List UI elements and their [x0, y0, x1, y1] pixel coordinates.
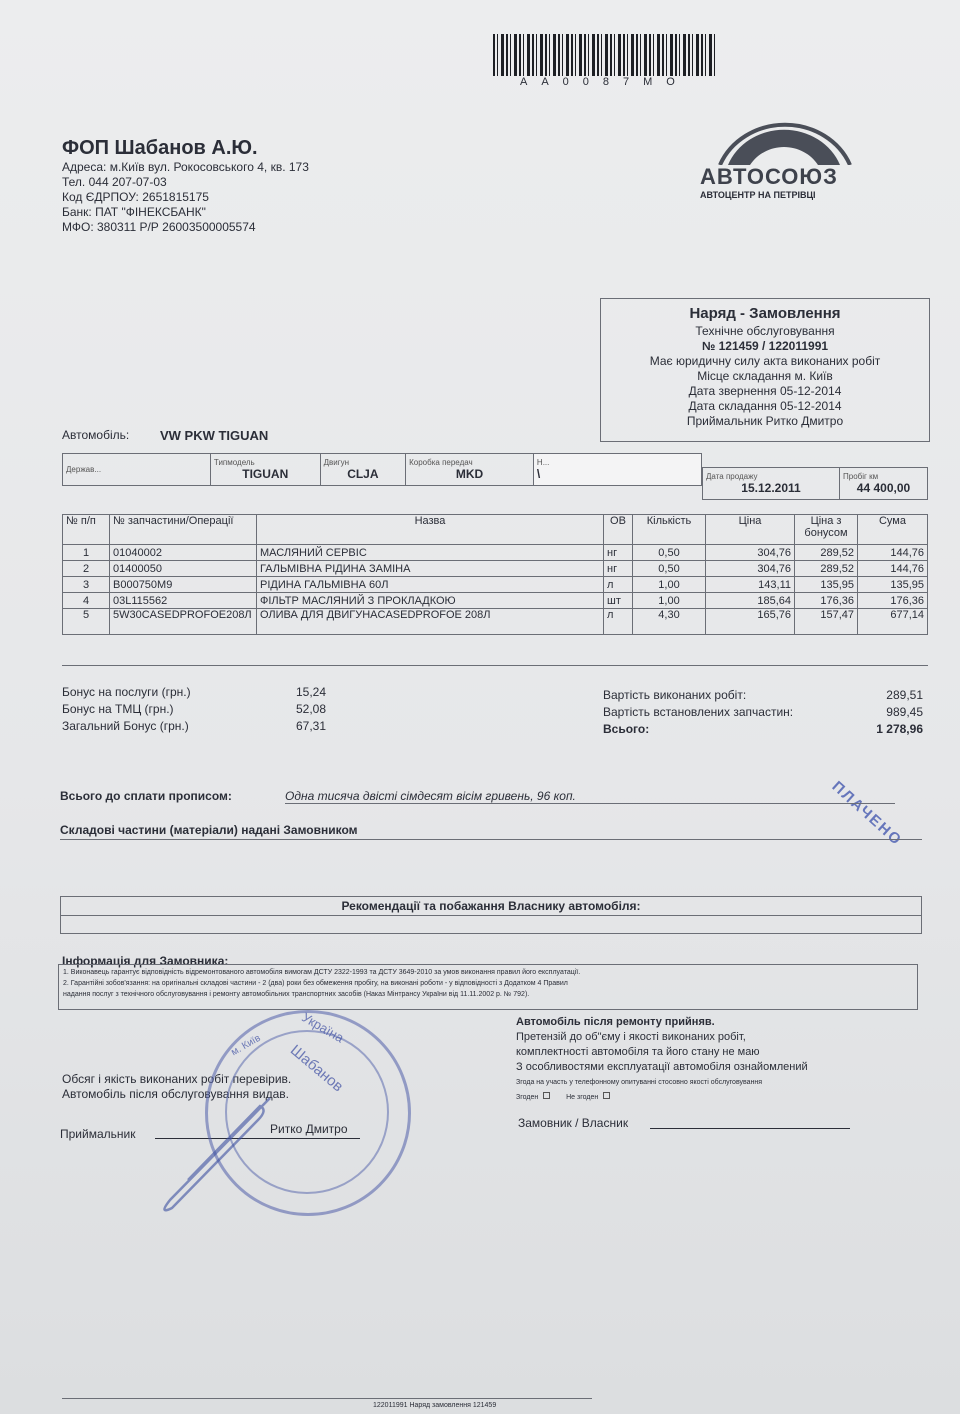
logo-arc-icon — [700, 105, 870, 165]
owner-signature-line[interactable] — [650, 1128, 850, 1129]
cell: ФІЛЬТР МАСЛЯНИЙ З ПРОКЛАДКОЮ — [257, 593, 604, 609]
cell: МАСЛЯНИЙ СЕРВІС — [257, 545, 604, 561]
parts-table — [62, 514, 928, 635]
cell: 304,76 — [706, 561, 795, 577]
cell: 135,95 — [795, 577, 858, 593]
col-header: ОВ — [604, 515, 633, 545]
cell: 01040002 — [110, 545, 257, 561]
cell: 677,14 — [858, 609, 928, 635]
left-sign-line1: Обсяг і якість виконаних робіт перевірив. — [62, 1072, 292, 1086]
acceptance-line: З особливостями експлуатації автомобіля ознайомлений — [516, 1061, 808, 1073]
order-title: Наряд - Замовлення — [689, 305, 841, 322]
stamp-center-text: Шабанов — [286, 1041, 347, 1096]
cell: 4,30 — [633, 609, 706, 635]
col-header: № п/п — [63, 515, 110, 545]
bonus-goods-value: 52,08 — [296, 702, 327, 716]
col-header: Ціна з бонусом — [795, 515, 858, 545]
barcode — [493, 34, 715, 76]
order-date-compiled: Дата складання 05-12-2014 — [688, 399, 842, 413]
col-header: № запчастини/Операції — [110, 515, 257, 545]
cell: ОЛИВА ДЛЯ ДВИГУНАCASEDPROFOE 208Л — [257, 609, 604, 635]
acceptance-block — [516, 1015, 808, 1105]
logo-subtitle: АВТОЦЕНТР НА ПЕТРІВЦІ — [700, 190, 816, 200]
col-header: Сума — [858, 515, 928, 545]
cell: 03L115562 — [110, 593, 257, 609]
autosoyuz-logo — [700, 105, 870, 200]
car-field-sale-date: Дата продажу 15.12.2011 — [703, 468, 840, 500]
company-details — [62, 160, 309, 235]
order-number: № 121459 / 122011991 — [701, 339, 829, 353]
recommendations-title: Рекомендації та побажання Власнику автомобіля: — [61, 897, 921, 916]
cell: нг — [604, 545, 633, 561]
cell: 176,36 — [858, 593, 928, 609]
cell: 144,76 — [858, 561, 928, 577]
cell: 1,00 — [633, 577, 706, 593]
left-sign-line2: Автомобіль після обслуговування видав. — [62, 1087, 289, 1101]
consent-options — [516, 1090, 808, 1105]
consent-text: Згода на участь у телефонному опитуванні стосовно якості обслуговування — [516, 1079, 763, 1086]
cell: 185,64 — [706, 593, 795, 609]
cell: ГАЛЬМІВНА РІДИНА ЗАМІНА — [257, 561, 604, 577]
car-field-model: Типмодель TIGUAN — [210, 454, 320, 486]
order-place: Місце складання м. Київ — [697, 369, 833, 383]
divider — [62, 665, 928, 666]
recommendations-box — [60, 896, 922, 934]
company-address: Адреса: м.Київ вул. Рокосовського 4, кв. 173 — [62, 160, 309, 174]
totals-labels — [603, 687, 793, 738]
car-field-mileage: Пробіг км 44 400,00 — [840, 468, 928, 500]
receiver-label: Приймальник — [60, 1127, 136, 1141]
total-parts-label: Вартість встановлених запчастин: — [603, 705, 794, 719]
totals-values — [840, 687, 923, 738]
cell: 144,76 — [858, 545, 928, 561]
cell: 135,95 — [858, 577, 928, 593]
company-bank: Банк: ПАТ "ФІНЕКСБАНК" — [62, 205, 206, 219]
customer-info-line: надання послуг з технічного обслуговування і ремонту автомобільних транспортних засобів (Наказ Мінтрансу України від 11.11.2002 р. № 792). — [63, 991, 530, 998]
cell: 1,00 — [633, 593, 706, 609]
table-row — [63, 577, 928, 593]
footer-rule — [62, 1398, 592, 1399]
acceptance-line: Претензій до об"єму і якості виконаних робіт, — [516, 1031, 746, 1043]
logo-name: АВТОСОЮЗ — [700, 164, 838, 189]
table-row — [63, 609, 928, 635]
cell: 143,11 — [706, 577, 795, 593]
grand-total-value: 1 278,96 — [876, 722, 923, 736]
car-field-plate: Держав... — [63, 454, 211, 486]
in-words-label: Всього до сплати прописом: — [60, 789, 232, 803]
cell: 3 — [63, 577, 110, 593]
cell: РІДИНА ГАЛЬМІВНА 60Л — [257, 577, 604, 593]
bonus-services-label: Бонус на послуги (грн.) — [62, 685, 191, 699]
table-row — [63, 593, 928, 609]
cell: шт — [604, 593, 633, 609]
materials-note: Складові частини (матеріали) надані Замовником — [60, 823, 922, 840]
order-date-request: Дата звернення 05-12-2014 — [688, 384, 842, 398]
barcode-number: AA0087MO — [520, 76, 689, 88]
cell: 157,47 — [795, 609, 858, 635]
bonus-labels — [62, 684, 191, 735]
company-mfo: МФО: 380311 Р/Р 26003500005574 — [62, 220, 256, 234]
col-header: Кількість — [633, 515, 706, 545]
customer-info-line: 2. Гарантійні зобов'язання: на оригінальні складові частини - 2 (два) роки без обмеження пробігу, на виконані роботи - у відповідності з Додатком 4 Правил — [63, 980, 568, 987]
bonus-services-value: 15,24 — [296, 685, 327, 699]
total-parts-value: 989,45 — [886, 705, 923, 719]
cell: 2 — [63, 561, 110, 577]
bonus-values — [296, 684, 326, 735]
car-field-engine: Двигун CLJA — [320, 454, 406, 486]
order-subtitle: Технічне обслуговування — [695, 324, 835, 338]
parts-table-header — [63, 515, 928, 545]
cell: 304,76 — [706, 545, 795, 561]
cell: 0,50 — [633, 561, 706, 577]
col-header: Назва — [257, 515, 604, 545]
car-label: Автомобіль: — [62, 428, 130, 442]
cell: 289,52 — [795, 545, 858, 561]
disagree-checkbox[interactable] — [603, 1092, 610, 1099]
cell: 165,76 — [706, 609, 795, 635]
col-header: Ціна — [706, 515, 795, 545]
table-row — [63, 561, 928, 577]
acceptance-title: Автомобіль після ремонту прийняв. — [516, 1016, 715, 1028]
agree-label: Згоден — [516, 1094, 539, 1101]
grand-total-label: Всього: — [603, 722, 650, 736]
cell: B000750M9 — [110, 577, 257, 593]
order-box — [600, 298, 930, 442]
cell: л — [604, 609, 633, 635]
table-row — [63, 545, 928, 561]
order-legal: Має юридичну силу акта виконаних робіт — [649, 354, 881, 368]
total-works-value: 289,51 — [886, 688, 923, 702]
order-receiver: Приймальник Ритко Дмитро — [686, 414, 844, 428]
company-name: ФОП Шабанов А.Ю. — [62, 137, 258, 159]
in-words-value: Одна тисяча двісті сімдесят вісім гривень, 96 коп. — [285, 789, 895, 804]
bonus-total-value: 67,31 — [296, 719, 327, 733]
cell: 289,52 — [795, 561, 858, 577]
car-field-vin: Н... \ — [533, 454, 701, 486]
acceptance-line: комплектності автомобіля та його стану не маю — [516, 1046, 760, 1058]
car-value: VW PKW TIGUAN — [160, 428, 269, 443]
cell: 176,36 — [795, 593, 858, 609]
customer-info-box — [58, 964, 918, 1010]
car-field-gearbox: Коробка передач MKD — [406, 454, 534, 486]
cell: нг — [604, 561, 633, 577]
stamp-top-text: Україна — [299, 1009, 347, 1046]
cell: 4 — [63, 593, 110, 609]
footer-text: 122011991 Наряд замовлення 121459 — [373, 1402, 497, 1409]
receiver-name: Ритко Дмитро — [270, 1122, 348, 1136]
agree-checkbox[interactable] — [543, 1092, 550, 1099]
cell: 1 — [63, 545, 110, 561]
total-works-label: Вартість виконаних робіт: — [603, 688, 747, 702]
car-details-table — [62, 453, 702, 486]
paid-stamp: ПЛАЧЕНО — [828, 778, 906, 850]
bonus-goods-label: Бонус на ТМЦ (грн.) — [62, 702, 174, 716]
company-phone: Тел. 044 207-07-03 — [62, 175, 167, 189]
bonus-total-label: Загальний Бонус (грн.) — [62, 719, 189, 733]
disagree-label: Не згоден — [566, 1094, 599, 1101]
cell: 0,50 — [633, 545, 706, 561]
paper-clip-icon — [150, 1090, 290, 1220]
car-sale-table — [702, 467, 928, 500]
cell: 01400050 — [110, 561, 257, 577]
customer-info-line: 1. Виконавець гарантує відповідність відремонтованого автомобіля вимогам ДСТУ 2322-1993 та ДСТУ 3649-2010 за умов виконання правил його експлуатації. — [63, 969, 581, 976]
owner-label: Замовник / Власник — [518, 1116, 629, 1130]
cell: л — [604, 577, 633, 593]
cell: 5 — [63, 609, 110, 635]
cell: 5W30CASEDPROFOE208Л — [110, 609, 257, 635]
company-edrpou: Код ЄДРПОУ: 2651815175 — [62, 190, 209, 204]
stamp-side-text: м. Київ — [229, 1032, 263, 1059]
customer-info-title: Інформація для Замовника: — [62, 954, 229, 968]
